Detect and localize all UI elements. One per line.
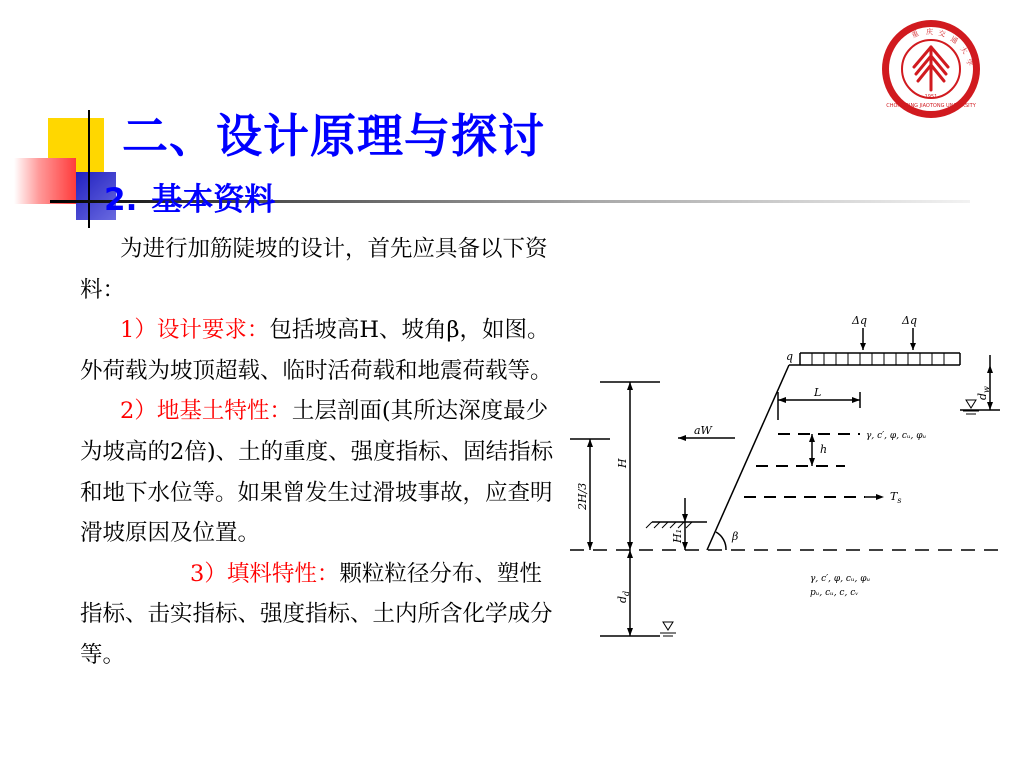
label-fill-properties: γ, c′, φ, cᵤ, φᵤ — [866, 431, 927, 441]
logo-year: 1951 — [924, 94, 938, 100]
item2-text: 土层剖面(其所达深度最少为坡高的2倍)、土的重度、强度指标、固结指标和地下水位等。如果曾发生过滑坡事故，应查明滑坡原因及位置。 — [80, 398, 554, 547]
label-foundation-properties-2: pᵤ, cᵤ, c, cᵥ — [810, 588, 859, 598]
svg-text:大: 大 — [958, 45, 970, 56]
page-title: 二、设计原理与探讨 — [122, 109, 545, 163]
item1-label: 1）设计要求： — [120, 317, 270, 344]
svg-text:庆: 庆 — [926, 28, 933, 36]
item1-text: 包括坡高H、坡角β，如图。外荷载为坡顶超载、临时活荷载和地震荷载等。 — [80, 317, 553, 384]
deco-vertical-line — [88, 110, 90, 228]
item3-label: 3）填料特性： — [190, 560, 340, 587]
item-foundation-soil — [80, 391, 560, 553]
item2-label: 2）地基土特性： — [120, 398, 292, 425]
label-h: h — [820, 443, 828, 456]
label-delta-q-1: Δq — [852, 314, 867, 327]
label-H1: H₁ — [671, 528, 684, 543]
label-dd: $d_d$ — [616, 590, 631, 603]
section-title: 基本资料 — [151, 182, 276, 218]
label-dw: $d_w$ — [976, 386, 991, 400]
body-text — [80, 229, 560, 676]
reinforced-slope-diagram — [560, 300, 1010, 645]
svg-text:CHONGQING JIAOTONG UNIVERSITY: CHONGQING JIAOTONG UNIVERSITY — [886, 103, 976, 109]
item3-text: 颗粒粒径分布、塑性指标、击实指标、强度指标、土内所含化学成分等。 — [80, 560, 553, 668]
deco-red-square — [14, 158, 76, 204]
section-subtitle — [104, 174, 275, 219]
university-logo — [880, 18, 982, 120]
label-q: q — [786, 350, 794, 363]
svg-text:学: 学 — [964, 57, 975, 68]
svg-text:重: 重 — [910, 29, 921, 40]
item-design-requirements — [80, 310, 560, 391]
label-aW: aW — [694, 424, 712, 437]
item-fill-properties — [80, 554, 560, 676]
svg-text:通: 通 — [948, 34, 960, 46]
intro-paragraph: 为进行加筋陡坡的设计，首先应具备以下资料： — [80, 236, 548, 303]
label-foundation-properties-1: γ, c′, φ, cᵤ, φᵤ — [810, 574, 871, 584]
label-2H3: 2H/3 — [576, 482, 589, 510]
label-H: H — [616, 458, 629, 468]
label-beta: β — [732, 530, 739, 543]
label-L: L — [814, 386, 822, 399]
label-delta-q-2: Δq — [902, 314, 917, 327]
section-number: 2. — [104, 182, 138, 218]
label-Ts: $T_s$ — [890, 490, 902, 505]
svg-text:交: 交 — [937, 29, 947, 39]
